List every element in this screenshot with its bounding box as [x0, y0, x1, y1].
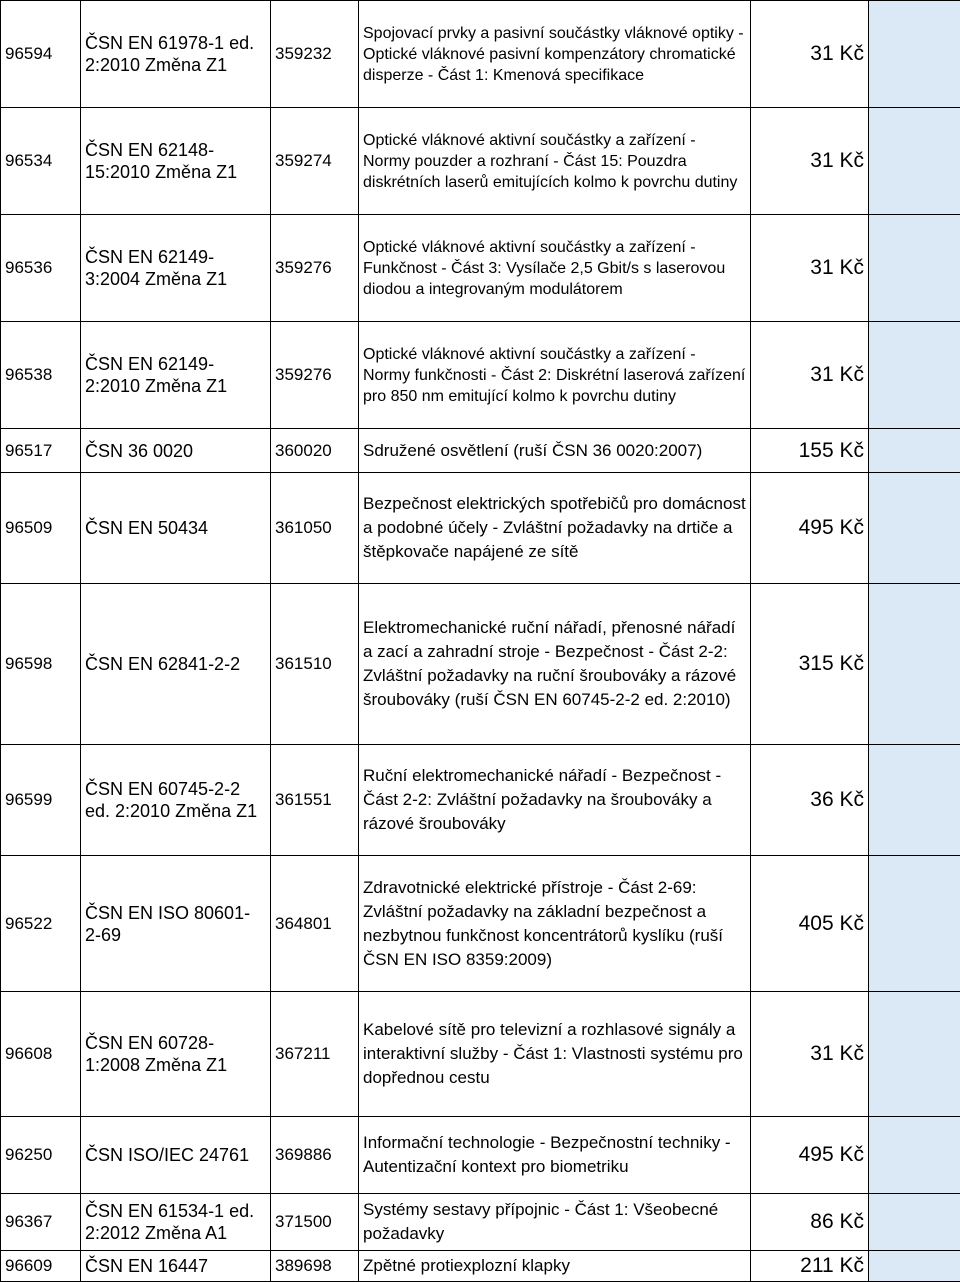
- row-id: 96534: [1, 108, 81, 215]
- standard-title: Sdružené osvětlení (ruší ČSN 36 0020:2007): [359, 429, 751, 473]
- catalog-code: 367211: [271, 992, 359, 1117]
- standard-number: ČSN EN 61978-1 ed. 2:2010 Změna Z1: [81, 1, 271, 108]
- catalog-code: 369886: [271, 1117, 359, 1194]
- standard-title: Zpětné protiexplozní klapky: [359, 1251, 751, 1282]
- catalog-code: 359276: [271, 215, 359, 322]
- price: 31 Kč: [751, 108, 869, 215]
- price: 31 Kč: [751, 1, 869, 108]
- price: 495 Kč: [751, 473, 869, 584]
- standard-number: ČSN 36 0020: [81, 429, 271, 473]
- price: 36 Kč: [751, 745, 869, 856]
- highlight-cell: [869, 429, 960, 473]
- highlight-cell: [869, 1194, 960, 1251]
- table-row: [1, 1, 960, 108]
- table-row: [1, 1194, 960, 1251]
- row-id: 96517: [1, 429, 81, 473]
- table-row: [1, 429, 960, 473]
- standard-title: Ruční elektromechanické nářadí - Bezpečnost - Část 2-2: Zvláštní požadavky na šroubováky a rázové šroubováky: [359, 745, 751, 856]
- standard-number: ČSN EN 50434: [81, 473, 271, 584]
- table-row: [1, 1117, 960, 1194]
- table-row: [1, 745, 960, 856]
- row-id: 96538: [1, 322, 81, 429]
- standard-number: ČSN EN 16447: [81, 1251, 271, 1282]
- standard-number: ČSN EN 60728-1:2008 Změna Z1: [81, 992, 271, 1117]
- catalog-code: 361050: [271, 473, 359, 584]
- highlight-cell: [869, 1251, 960, 1282]
- catalog-code: 389698: [271, 1251, 359, 1282]
- highlight-cell: [869, 992, 960, 1117]
- highlight-cell: [869, 322, 960, 429]
- table-row: [1, 1251, 960, 1282]
- standard-number: ČSN EN 61534-1 ed. 2:2012 Změna A1: [81, 1194, 271, 1251]
- standard-title: Spojovací prvky a pasivní součástky vláknové optiky - Optické vláknové pasivní kompenzátory chromatické disperze - Část 1: Kmenová specifikace: [359, 1, 751, 108]
- standard-title: Bezpečnost elektrických spotřebičů pro domácnost a podobné účely - Zvláštní požadavky na drtiče a štěpkovače napájené ze sítě: [359, 473, 751, 584]
- catalog-code: 371500: [271, 1194, 359, 1251]
- highlight-cell: [869, 108, 960, 215]
- highlight-cell: [869, 856, 960, 992]
- price: 155 Kč: [751, 429, 869, 473]
- price: 315 Kč: [751, 584, 869, 745]
- table-row: [1, 473, 960, 584]
- catalog-code: 359276: [271, 322, 359, 429]
- catalog-code: 359274: [271, 108, 359, 215]
- row-id: 96536: [1, 215, 81, 322]
- price: 86 Kč: [751, 1194, 869, 1251]
- standard-title: Informační technologie - Bezpečnostní techniky - Autentizační kontext pro biometriku: [359, 1117, 751, 1194]
- price: 211 Kč: [751, 1251, 869, 1282]
- highlight-cell: [869, 584, 960, 745]
- standard-title: Optické vláknové aktivní součástky a zařízení - Funkčnost - Část 3: Vysílače 2,5 Gbit/s s laserovou diodou a integrovaným modulátorem: [359, 215, 751, 322]
- price: 495 Kč: [751, 1117, 869, 1194]
- catalog-code: 360020: [271, 429, 359, 473]
- row-id: 96250: [1, 1117, 81, 1194]
- price: 31 Kč: [751, 992, 869, 1117]
- price: 31 Kč: [751, 215, 869, 322]
- row-id: 96608: [1, 992, 81, 1117]
- catalog-code: 364801: [271, 856, 359, 992]
- standard-number: ČSN EN 62148-15:2010 Změna Z1: [81, 108, 271, 215]
- standard-number: ČSN EN ISO 80601-2-69: [81, 856, 271, 992]
- catalog-code: 359232: [271, 1, 359, 108]
- highlight-cell: [869, 745, 960, 856]
- standard-title: Zdravotnické elektrické přístroje - Část 2-69: Zvláštní požadavky na základní bezpečnost a nezbytnou funkčnost koncentrátorů kyslíku (ruší ČSN EN ISO 8359:2009): [359, 856, 751, 992]
- row-id: 96594: [1, 1, 81, 108]
- standard-title: Optické vláknové aktivní součástky a zařízení - Normy funkčnosti - Část 2: Diskrétní laserová zařízení pro 850 nm emitující kolmo k povrchu dutiny: [359, 322, 751, 429]
- row-id: 96522: [1, 856, 81, 992]
- price: 405 Kč: [751, 856, 869, 992]
- row-id: 96367: [1, 1194, 81, 1251]
- price: 31 Kč: [751, 322, 869, 429]
- table-row: [1, 322, 960, 429]
- highlight-cell: [869, 215, 960, 322]
- standard-number: ČSN EN 60745-2-2 ed. 2:2010 Změna Z1: [81, 745, 271, 856]
- table-row: [1, 108, 960, 215]
- row-id: 96599: [1, 745, 81, 856]
- row-id: 96509: [1, 473, 81, 584]
- highlight-cell: [869, 1117, 960, 1194]
- standard-number: ČSN ISO/IEC 24761: [81, 1117, 271, 1194]
- standard-number: ČSN EN 62149-2:2010 Změna Z1: [81, 322, 271, 429]
- standard-title: Optické vláknové aktivní součástky a zařízení - Normy pouzder a rozhraní - Část 15: Pouzdra diskrétních laserů emitujících kolmo k povrchu dutiny: [359, 108, 751, 215]
- standard-title: Kabelové sítě pro televizní a rozhlasové signály a interaktivní služby - Část 1: Vlastnosti systému pro dopřednou cestu: [359, 992, 751, 1117]
- row-id: 96609: [1, 1251, 81, 1282]
- standard-title: Elektromechanické ruční nářadí, přenosné nářadí a zací a zahradní stroje - Bezpečnost - Část 2-2: Zvláštní požadavky na ruční šroubováky a rázové šroubováky (ruší ČSN EN 60745-2-2 ed. 2:2010): [359, 584, 751, 745]
- highlight-cell: [869, 1, 960, 108]
- standard-title: Systémy sestavy přípojnic - Část 1: Všeobecné požadavky: [359, 1194, 751, 1251]
- standard-number: ČSN EN 62841-2-2: [81, 584, 271, 745]
- catalog-code: 361551: [271, 745, 359, 856]
- catalog-code: 361510: [271, 584, 359, 745]
- table-row: [1, 856, 960, 992]
- table-row: [1, 584, 960, 745]
- table-row: [1, 992, 960, 1117]
- standard-number: ČSN EN 62149-3:2004 Změna Z1: [81, 215, 271, 322]
- highlight-cell: [869, 473, 960, 584]
- table-row: [1, 215, 960, 322]
- row-id: 96598: [1, 584, 81, 745]
